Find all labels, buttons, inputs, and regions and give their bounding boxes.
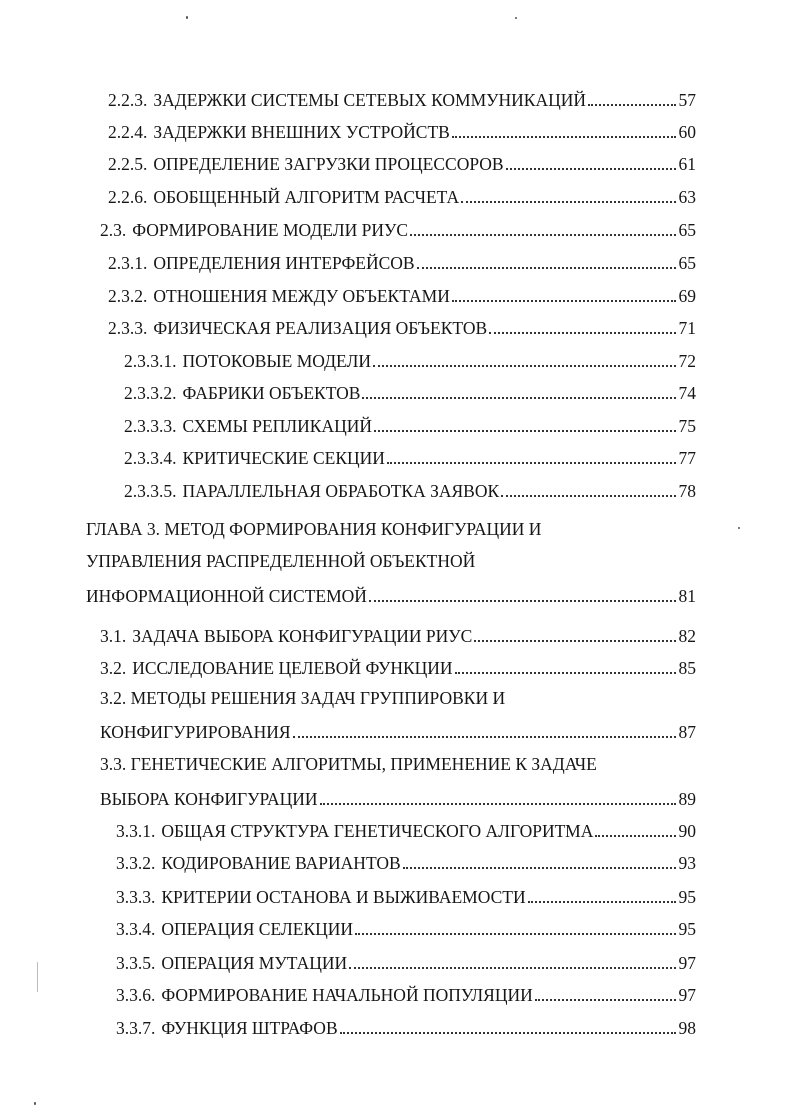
toc-entry-page: 61 — [678, 154, 696, 174]
toc-entry-page: 82 — [678, 626, 696, 646]
toc-entry-number: 3.3.7. — [116, 1018, 156, 1038]
toc-entry-title: КРИТЕРИИ ОСТАНОВА И ВЫЖИВАЕМОСТИ — [161, 887, 526, 907]
toc-entry[interactable] — [124, 381, 696, 403]
toc-entry-number: 2.2.6. — [108, 187, 148, 207]
toc-entry-genetic-line-2[interactable] — [100, 787, 696, 809]
toc-leader-dots — [410, 234, 675, 236]
toc-entry-title: ОТНОШЕНИЯ МЕЖДУ ОБЪЕКТАМИ — [153, 286, 450, 306]
toc-entry[interactable] — [116, 917, 696, 939]
toc-entry-page: 89 — [678, 789, 696, 809]
toc-entry-page: 95 — [678, 887, 696, 907]
toc-entry-page: 98 — [678, 1018, 696, 1038]
toc-entry[interactable] — [124, 479, 696, 501]
toc-entry-number: 2.2.4. — [108, 122, 148, 142]
toc-leader-dots — [535, 999, 676, 1001]
chapter-3-heading-line-1[interactable]: ГЛАВА 3. МЕТОД ФОРМИРОВАНИЯ КОНФИГУРАЦИИ И — [86, 519, 542, 539]
toc-entry-number: 2.3.3.2. — [124, 383, 177, 403]
toc-entry-page: 72 — [678, 351, 696, 371]
toc-entry-title: ОБЩАЯ СТРУКТУРА ГЕНЕТИЧЕСКОГО АЛГОРИТМА — [161, 821, 594, 841]
toc-leader-dots — [373, 365, 676, 367]
toc-entry[interactable] — [116, 951, 696, 973]
toc-leader-dots — [387, 462, 676, 464]
toc-leader-dots — [461, 201, 675, 203]
toc-leader-dots — [501, 495, 675, 497]
toc-entry-page: 97 — [678, 985, 696, 1005]
toc-entry-number: 2.2.3. — [108, 90, 148, 110]
toc-entry-number: 2.3.3. — [108, 318, 148, 338]
toc-leader-dots — [528, 901, 676, 903]
toc-leader-dots — [506, 168, 676, 170]
toc-entry[interactable] — [108, 88, 696, 110]
toc-leader-dots — [293, 736, 676, 738]
toc-entry-number: 3.3.1. — [116, 821, 156, 841]
chapter-3-heading-line-3[interactable] — [86, 584, 696, 606]
toc-entry-title: ОПРЕДЕЛЕНИЯ ИНТЕРФЕЙСОВ — [153, 253, 415, 273]
toc-leader-dots — [320, 803, 676, 805]
toc-entry-title: ОПЕРАЦИЯ МУТАЦИИ — [161, 953, 348, 973]
toc-entry-number: 2.2.5. — [108, 154, 148, 174]
toc-entry-page: 85 — [678, 658, 696, 678]
toc-entry-number: 3.3.6. — [116, 985, 156, 1005]
chapter-3-heading-line-2[interactable]: УПРАВЛЕНИЯ РАСПРЕДЕЛЕННОЙ ОБЪЕКТНОЙ — [86, 551, 476, 571]
toc-entry-number: 2.3.2. — [108, 286, 148, 306]
toc-entry-title: ФИЗИЧЕСКАЯ РЕАЛИЗАЦИЯ ОБЪЕКТОВ — [153, 318, 488, 338]
toc-entry[interactable] — [116, 851, 696, 873]
toc-entry[interactable] — [108, 284, 696, 306]
toc-entry[interactable] — [100, 656, 696, 678]
toc-leader-dots — [452, 136, 676, 138]
toc-entry-page: 75 — [678, 416, 696, 436]
toc-entry-page: 81 — [678, 586, 696, 606]
toc-leader-dots — [595, 835, 675, 837]
toc-entry-number: 2.3. — [100, 220, 127, 240]
toc-entry[interactable] — [116, 1016, 696, 1038]
toc-entry-title: ВЫБОРА КОНФИГУРАЦИИ — [100, 789, 318, 809]
toc-leader-dots — [417, 267, 676, 269]
toc-entry-methods-line-1[interactable]: 3.2. МЕТОДЫ РЕШЕНИЯ ЗАДАЧ ГРУППИРОВКИ И — [100, 688, 506, 708]
toc-entry[interactable] — [108, 185, 696, 207]
toc-entry-title: ПОТОКОВЫЕ МОДЕЛИ — [182, 351, 371, 371]
toc-entry-title: ПАРАЛЛЕЛЬНАЯ ОБРАБОТКА ЗАЯВОК — [182, 481, 500, 501]
scan-speck — [37, 962, 38, 992]
toc-leader-dots — [369, 600, 676, 602]
toc-entry[interactable] — [116, 819, 696, 841]
toc-entry[interactable] — [124, 446, 696, 468]
toc-entry-title: ОБОБЩЕННЫЙ АЛГОРИТМ РАСЧЕТА — [153, 187, 460, 207]
toc-entry-title: ОПРЕДЕЛЕНИЕ ЗАГРУЗКИ ПРОЦЕССОРОВ — [153, 154, 504, 174]
toc-entry-title: ФОРМИРОВАНИЕ МОДЕЛИ РИУС — [132, 220, 409, 240]
toc-leader-dots — [452, 300, 676, 302]
toc-entry-page: 69 — [678, 286, 696, 306]
toc-leader-dots — [474, 640, 675, 642]
toc-entry[interactable] — [116, 983, 696, 1005]
toc-entry-page: 74 — [678, 383, 696, 403]
toc-entry-page: 90 — [678, 821, 696, 841]
toc-entry-genetic-line-1[interactable]: 3.3. ГЕНЕТИЧЕСКИЕ АЛГОРИТМЫ, ПРИМЕНЕНИЕ К ЗАДАЧЕ — [100, 754, 597, 774]
toc-entry-title: ИССЛЕДОВАНИЕ ЦЕЛЕВОЙ ФУНКЦИИ — [132, 658, 453, 678]
toc-entry-number: 2.3.3.5. — [124, 481, 177, 501]
toc-leader-dots — [355, 933, 675, 935]
toc-entry[interactable] — [108, 251, 696, 273]
toc-entry-number: 2.3.1. — [108, 253, 148, 273]
toc-entry-page: 95 — [678, 919, 696, 939]
toc-entry-title: КОДИРОВАНИЕ ВАРИАНТОВ — [161, 853, 401, 873]
toc-entry-page: 97 — [678, 953, 696, 973]
toc-entry-page: 65 — [678, 253, 696, 273]
toc-entry-methods-line-2[interactable] — [100, 720, 696, 742]
toc-entry-page: 93 — [678, 853, 696, 873]
toc-entry-number: 3.3.4. — [116, 919, 156, 939]
toc-entry-number: 2.3.3.3. — [124, 416, 177, 436]
toc-entry-page: 60 — [678, 122, 696, 142]
toc-leader-dots — [455, 672, 676, 674]
toc-entry-title: ФАБРИКИ ОБЪЕКТОВ — [182, 383, 361, 403]
toc-entry-number: 3.3.3. — [116, 887, 156, 907]
toc-leader-dots — [489, 332, 675, 334]
toc-entry-number: 3.3.5. — [116, 953, 156, 973]
toc-entry-title: ЗАДАЧА ВЫБОРА КОНФИГУРАЦИИ РИУС — [132, 626, 473, 646]
toc-entry-number: 2.3.3.4. — [124, 448, 177, 468]
toc-entry-page: 71 — [678, 318, 696, 338]
scan-speck — [515, 17, 517, 19]
toc-entry-title: ФОРМИРОВАНИЕ НАЧАЛЬНОЙ ПОПУЛЯЦИИ — [161, 985, 533, 1005]
toc-entry[interactable] — [100, 624, 696, 646]
toc-entry[interactable] — [124, 414, 696, 436]
toc-leader-dots — [403, 867, 676, 869]
toc-entry[interactable] — [108, 316, 696, 338]
toc-leader-dots — [374, 430, 675, 432]
toc-entry-title: ЗАДЕРЖКИ СИСТЕМЫ СЕТЕВЫХ КОММУНИКАЦИЙ — [153, 90, 587, 110]
toc-entry[interactable] — [108, 152, 696, 174]
scan-speck — [738, 527, 740, 529]
toc-entry-number: 3.1. — [100, 626, 127, 646]
toc-leader-dots — [349, 967, 675, 969]
toc-entry-page: 63 — [678, 187, 696, 207]
toc-leader-dots — [588, 104, 675, 106]
toc-entry-number: 3.2. — [100, 658, 127, 678]
toc-entry-page: 57 — [678, 90, 696, 110]
toc-entry-number: 2.3.3.1. — [124, 351, 177, 371]
toc-leader-dots — [340, 1032, 676, 1034]
toc-entry[interactable] — [116, 885, 696, 907]
toc-entry-page: 78 — [678, 481, 696, 501]
toc-entry-title: ФУНКЦИЯ ШТРАФОВ — [161, 1018, 338, 1038]
scan-speck — [34, 1102, 36, 1105]
toc-entry[interactable] — [124, 349, 696, 371]
toc-entry-number: 3.3.2. — [116, 853, 156, 873]
toc-entry[interactable] — [108, 120, 696, 142]
toc-entry-title: КРИТИЧЕСКИЕ СЕКЦИИ — [182, 448, 385, 468]
toc-entry-title: ИНФОРМАЦИОННОЙ СИСТЕМОЙ — [86, 586, 367, 606]
scan-speck — [186, 16, 188, 19]
toc-entry-page: 77 — [678, 448, 696, 468]
toc-entry[interactable] — [100, 218, 696, 240]
toc-entry-title: СХЕМЫ РЕПЛИКАЦИЙ — [182, 416, 373, 436]
toc-entry-page: 87 — [678, 722, 696, 742]
toc-entry-title: КОНФИГУРИРОВАНИЯ — [100, 722, 291, 742]
toc-entry-page: 65 — [678, 220, 696, 240]
toc-leader-dots — [362, 397, 675, 399]
toc-entry-title: ЗАДЕРЖКИ ВНЕШНИХ УСТРОЙСТВ — [153, 122, 450, 142]
toc-entry-title: ОПЕРАЦИЯ СЕЛЕКЦИИ — [161, 919, 354, 939]
